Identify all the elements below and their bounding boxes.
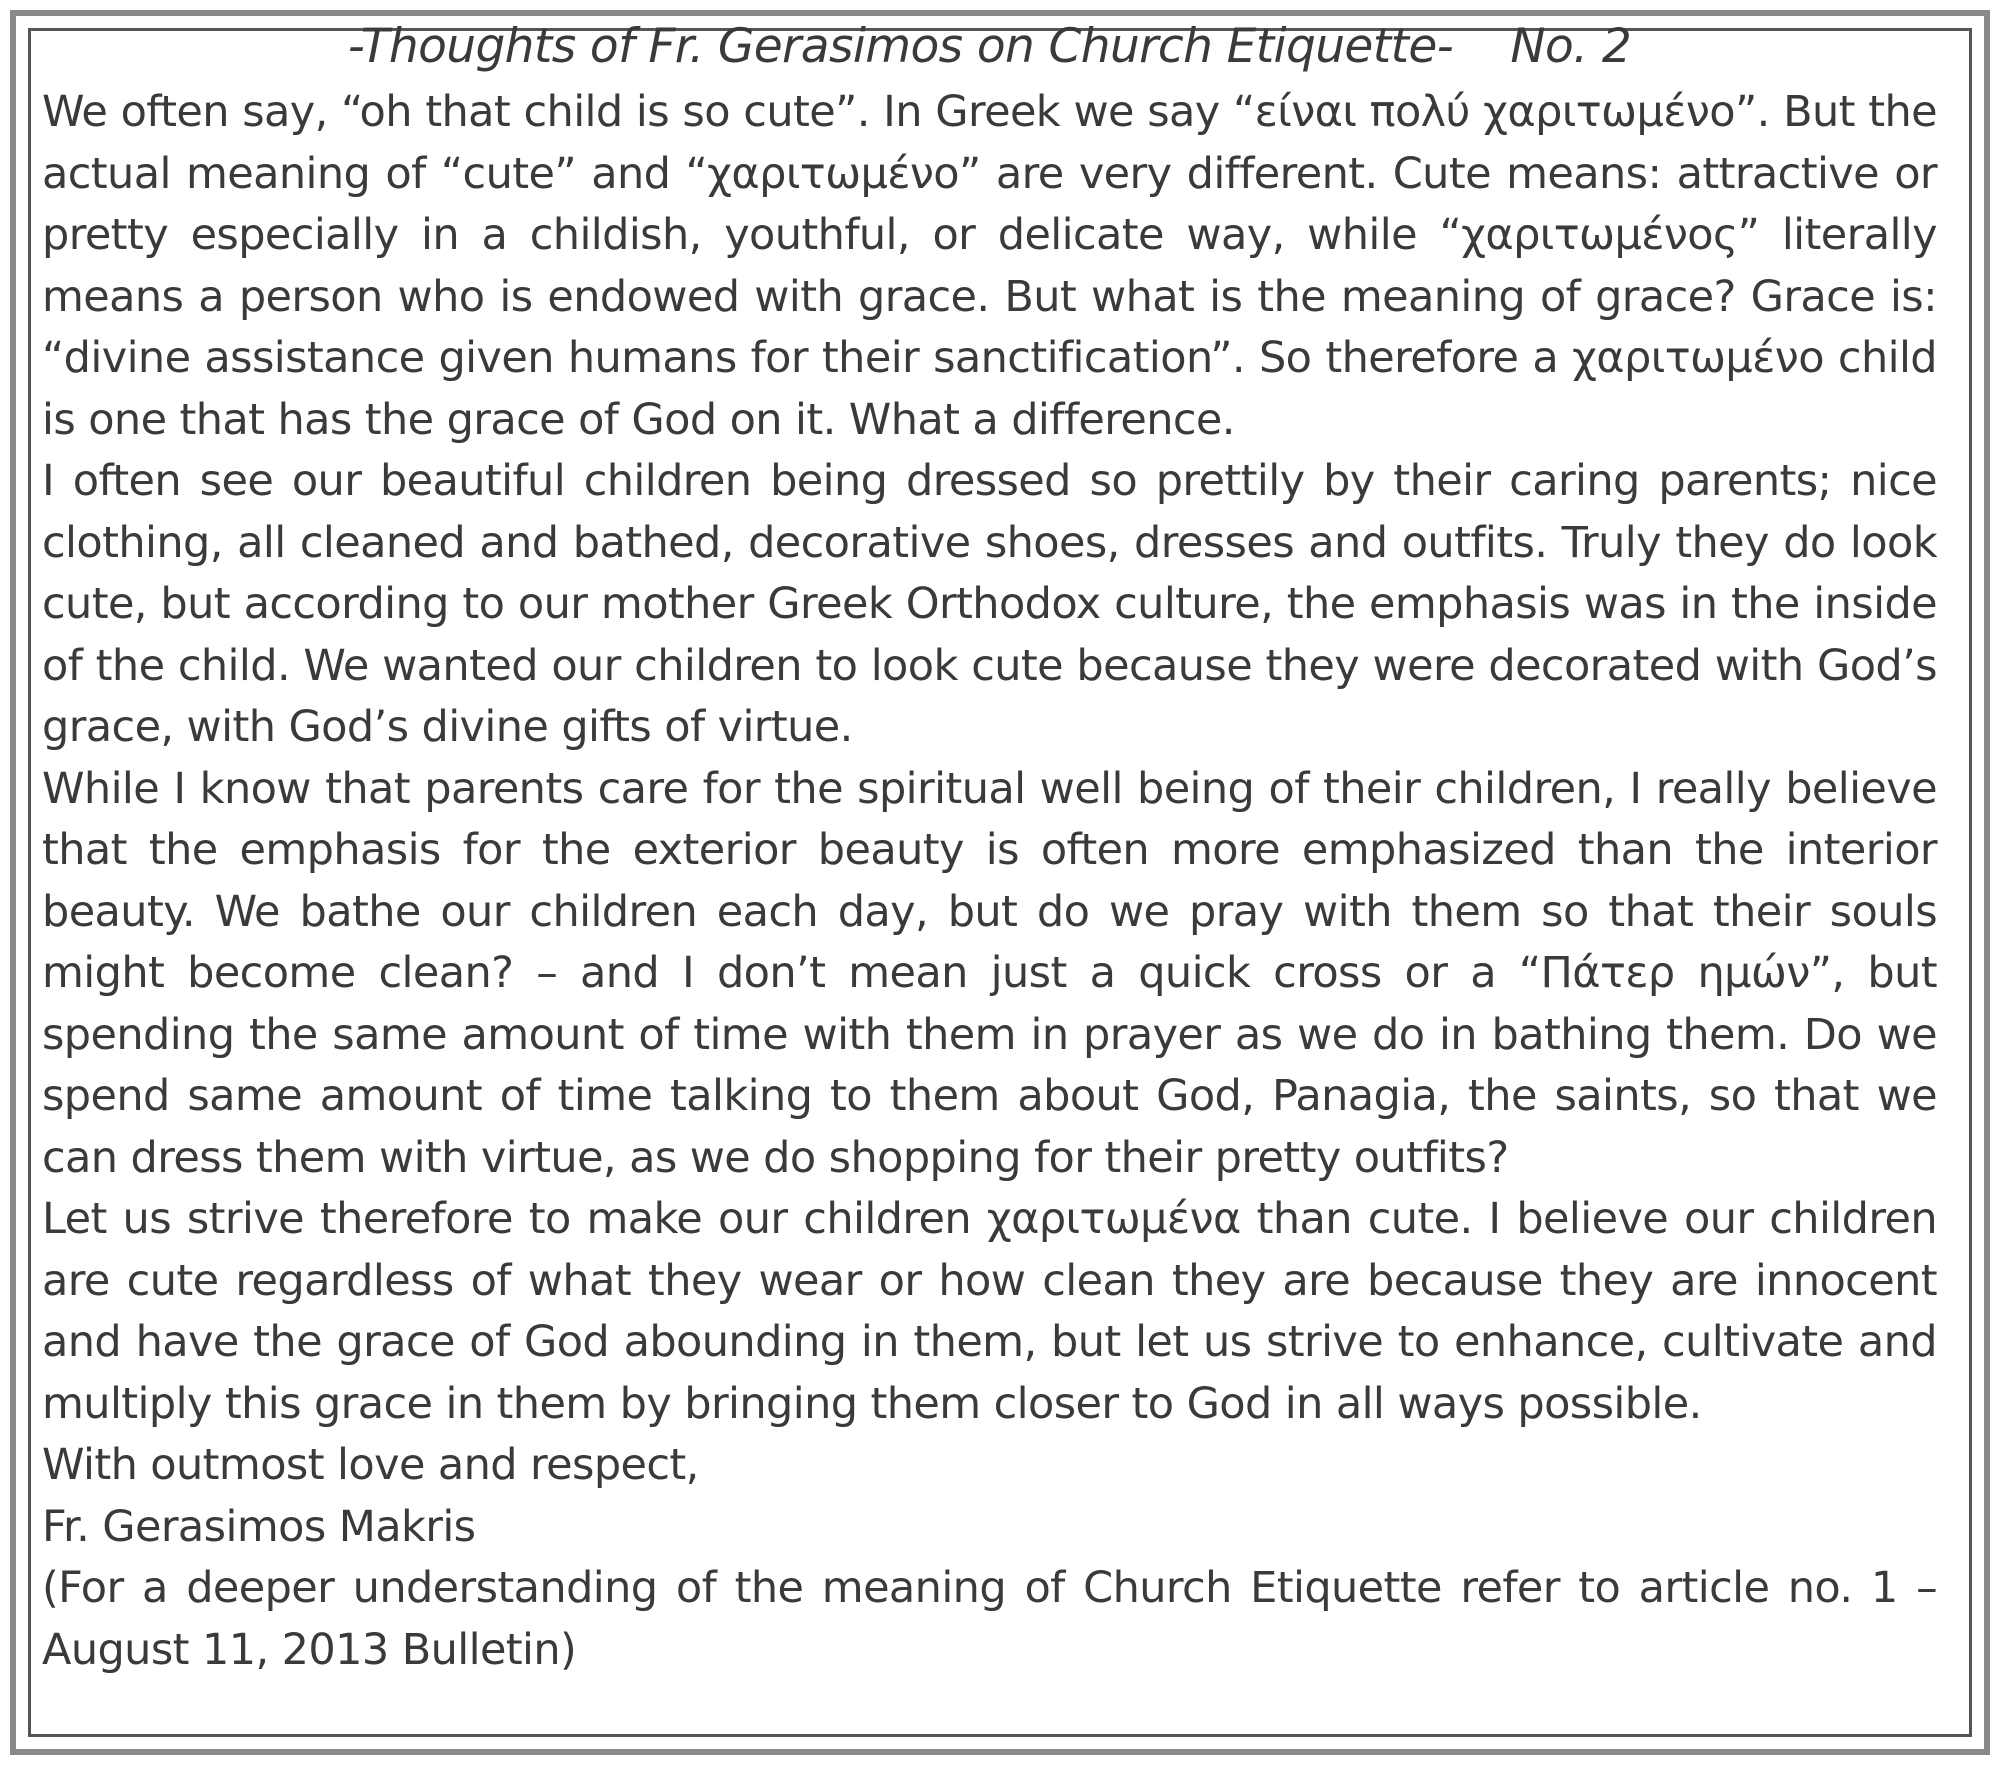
closing-line: With outmost love and respect, [42, 1440, 699, 1490]
paragraph-4: Let us strive therefore to make our children χαριτωμένα than cute. I believe our children are cute regardless of what they wear or how clean they are because they are innocent and have the grace of God abounding in them, but let us strive to enhance, cultivate and multiply this grace in them by bringing them closer to God in all ways possible. [42, 1194, 1937, 1429]
paragraph-2: I often see our beautiful children being dressed so prettily by their caring parents; nice clothing, all cleaned and bathed, decorative shoes, dresses and outfits. Truly they do look cute, but according to our mother Greek Orthodox culture, the emphasis was in the inside of the child. We wanted our children to look cute because they were decorated with God’s grace, with God’s divine gifts of virtue. [42, 456, 1937, 752]
article-title: -Thoughts of Fr. Gerasimos on Church Etiquette- No. 2 [347, 19, 1632, 74]
article-body [42, 12, 1937, 1681]
reference-note: (For a deeper understanding of the meaning of Church Etiquette refer to article no. 1 – August 11, 2013 Bulletin) [42, 1563, 1937, 1675]
paragraph-3: While I know that parents care for the spiritual well being of their children, I really believe that the emphasis for the exterior beauty is often more emphasized than the interior beauty. We bathe our children each day, but do we pray with them so that their souls might become clean? – and I don’t mean just a quick cross or a “Πάτερ ημών”, but spending the same amount of time with them in prayer as we do in bathing them. Do we spend same amount of time talking to them about God, Panagia, the saints, so that we can dress them with virtue, as we do shopping for their pretty outfits? [42, 763, 1937, 1183]
paragraph-1: We often say, “oh that child is so cute”. In Greek we say “είναι πολύ χαριτωμένο”. But the actual meaning of “cute” and “χαριτωμένο” are very different. Cute means: attractive or pretty especially in a childish, youthful, or delicate way, while “χαριτωμένος” literally means a person who is endowed with grace. But what is the meaning of grace? Grace is: “divine assistance given humans for their sanctification”. So therefore a χαριτωμένο child is one that has the grace of God on it. What a difference. [42, 87, 1937, 445]
signature: Fr. Gerasimos Makris [42, 1501, 476, 1552]
